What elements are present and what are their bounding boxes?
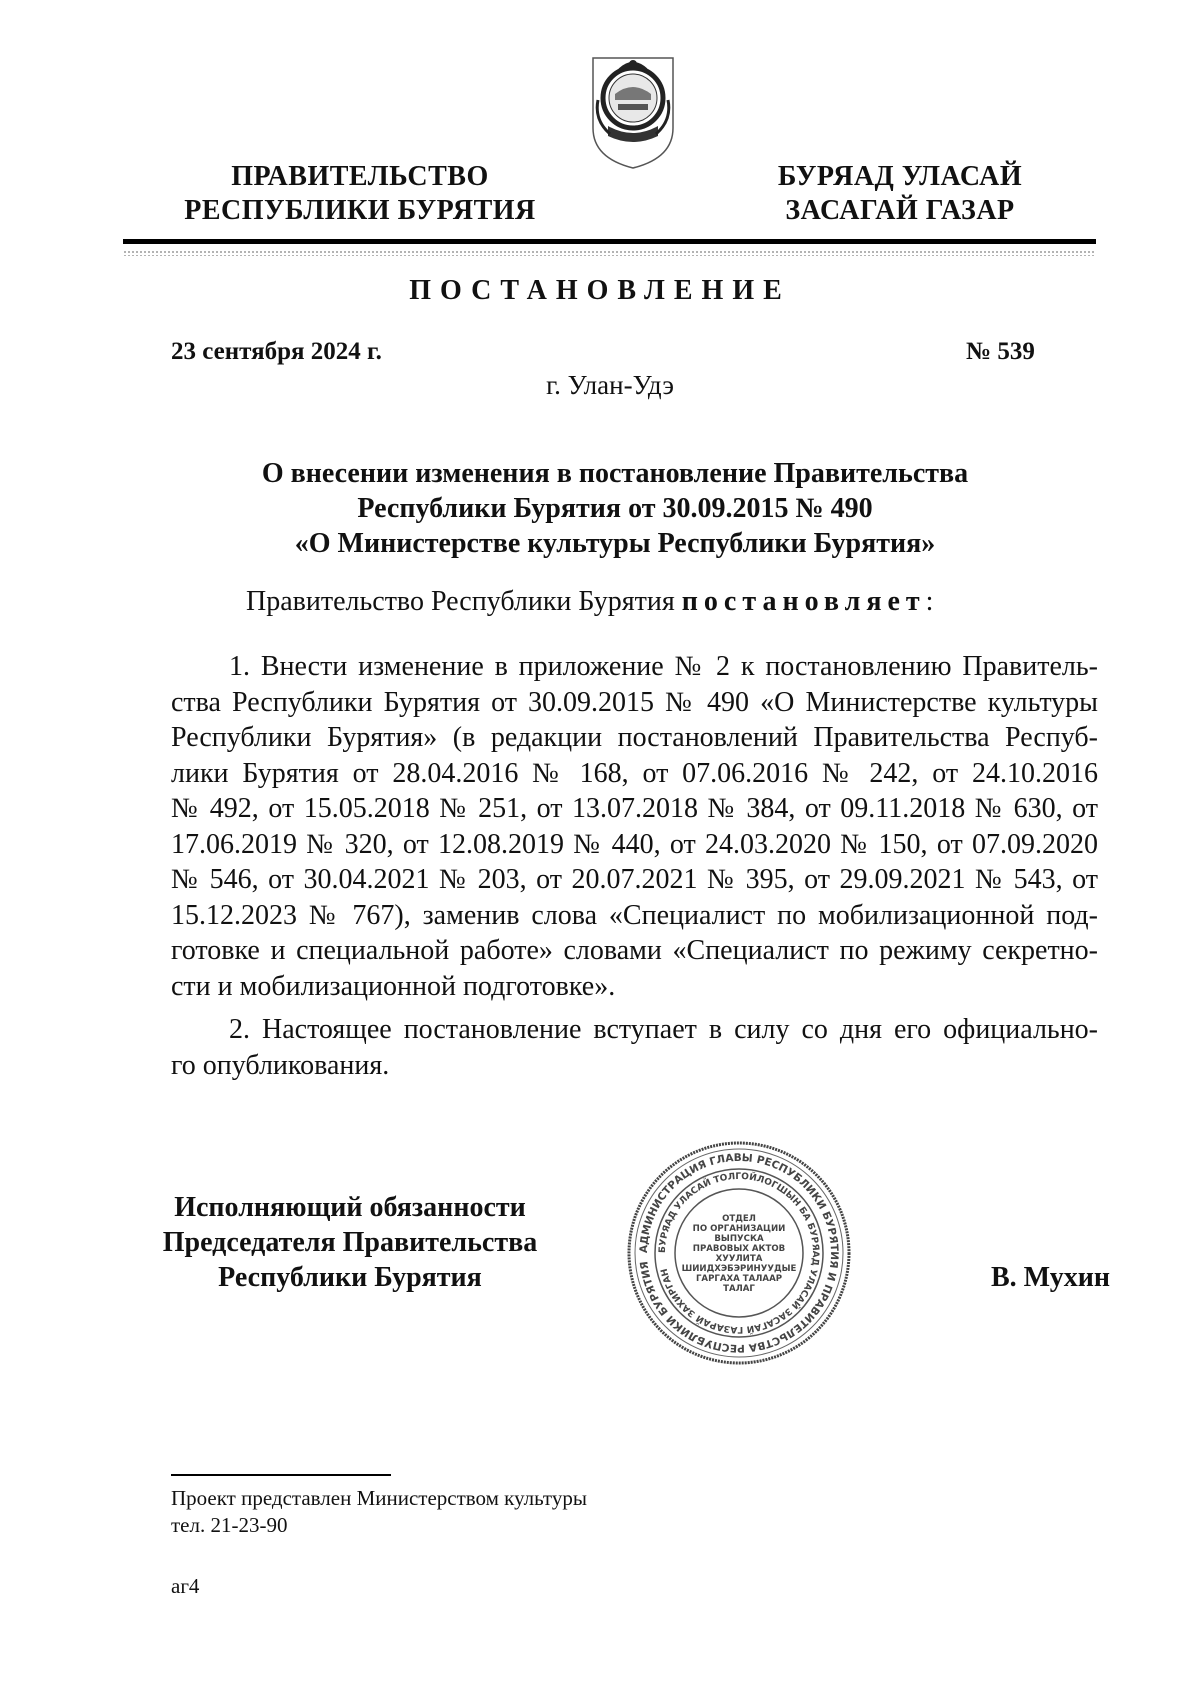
header-right-line1: БУРЯАД УЛАСАЙ xyxy=(777,161,1023,192)
header-right-line2: ЗАСАГАЙ ГАЗАР xyxy=(785,195,1015,226)
position-line2: Председателя Правительства xyxy=(162,1227,538,1258)
stamp-center-line: ШИИДХЭБЭРИНУУДЫЕ xyxy=(681,1264,797,1274)
stamp-seal-icon xyxy=(626,1140,852,1366)
paragraph-1-line: № 546, от 30.04.2021 № 203, от 20.07.2021 № 395, от 29.09.2021 № 543, от xyxy=(171,864,1098,895)
document-type: ПОСТАНОВЛЕНИЕ xyxy=(409,275,791,306)
stamp-center-line: ОТДЕЛ xyxy=(722,1214,756,1224)
stamp-center-line: ГАРГАХА ТАЛААР xyxy=(695,1274,783,1284)
paragraph-1-line: сти и мобилизационной подготовке». xyxy=(171,970,616,1002)
paragraph-1-line: 15.12.2023 № 767), заменив слова «Специалист по мобилизационной под- xyxy=(171,899,1098,931)
paragraph-1-line: ства Республики Бурятия от 30.09.2015 № 490 «О Министерстве культуры xyxy=(171,686,1098,718)
official-stamp xyxy=(626,1140,852,1366)
header-left-line1: ПРАВИТЕЛЬСТВО xyxy=(231,161,489,192)
document-number: № 539 xyxy=(966,338,1035,365)
paragraph-1-line: готовке и специальной работе» словами «Специалист по режиму секретно- xyxy=(171,935,1098,966)
intro-suffix: : xyxy=(925,586,934,617)
document-code: аг4 xyxy=(171,1574,200,1598)
footer-rule xyxy=(171,1474,391,1476)
header-left-line2: РЕСПУБЛИКИ БУРЯТИЯ xyxy=(184,195,536,226)
stamp-center-line: ПО ОРГАНИЗАЦИИ xyxy=(692,1224,786,1234)
coat-of-arms xyxy=(590,50,676,170)
intro-keyword: постановляет xyxy=(681,586,926,617)
coat-of-arms-icon xyxy=(590,50,676,170)
document-title xyxy=(150,456,1080,561)
title-line2: Республики Бурятия от 30.09.2015 № 490 xyxy=(357,493,873,524)
document-city: г. Улан-Удэ xyxy=(546,370,674,400)
stamp-center-line: ВЫПУСКА xyxy=(714,1234,764,1244)
paragraph-1-line: 17.06.2019 № 320, от 12.08.2019 № 440, от 24.03.2020 № 150, от 07.09.2020 xyxy=(171,828,1098,860)
header-right xyxy=(700,160,1100,228)
paragraph-2 xyxy=(171,1012,1098,1083)
document-date: 23 сентября 2024 г. xyxy=(171,338,382,365)
footer-line1: Проект представлен Министерством культуры xyxy=(171,1486,587,1510)
header-dotted-rule xyxy=(123,250,1096,256)
title-line1: О внесении изменения в постановление Правительства xyxy=(261,458,969,489)
stamp-outer-text: АДМИНИСТРАЦИЯ ГЛАВЫ РЕСПУБЛИКИ БУРЯТИЯ И ПРАВИТЕЛЬСТВА РЕСПУБЛИКИ БУРЯТИЯ xyxy=(637,1151,841,1355)
header-rule xyxy=(123,239,1096,244)
paragraph-1-lines xyxy=(171,649,1098,1004)
stamp-center-line: ТАЛАГ xyxy=(723,1284,755,1294)
stamp-inner-text: БУРЯАД УЛАСАЙ ТОЛГОЙЛОГШЫН БА БУРЯАД УЛАСАЙ ЗАСАГАЙ ГАЗАРАЙ ЗАХИРГАН xyxy=(657,1171,821,1335)
signature-name: В. Мухин xyxy=(991,1262,1110,1293)
intro-prefix: Правительство Республики Бурятия xyxy=(246,586,682,617)
paragraph-1-line: 1. Внести изменение в приложение № 2 к постановлению Правитель- xyxy=(229,651,1098,682)
signature-position xyxy=(140,1190,560,1295)
footer-line2: тел. 21-23-90 xyxy=(171,1513,288,1537)
paragraph-2-line: 2. Настоящее постановление вступает в силу со дня его официально- xyxy=(229,1014,1098,1045)
paragraph-2-line: го опубликования. xyxy=(171,1049,390,1081)
paragraph-2-lines xyxy=(171,1012,1098,1083)
paragraph-1-line: лики Бурятия от 28.04.2016 № 168, от 07.06.2016 № 242, от 24.10.2016 xyxy=(171,757,1098,789)
stamp-center-line: ПРАВОВЫХ АКТОВ xyxy=(692,1244,786,1254)
position-line1: Исполняющий обязанности xyxy=(174,1192,526,1223)
title-line3: «О Министерстве культуры Республики Бурятия» xyxy=(294,528,936,559)
paragraph-1 xyxy=(171,649,1098,1004)
paragraph-1-line: № 492, от 15.05.2018 № 251, от 13.07.2018 № 384, от 09.11.2018 № 630, от xyxy=(171,793,1098,824)
position-line3: Республики Бурятия xyxy=(218,1262,482,1293)
footer-note xyxy=(171,1485,771,1539)
intro-paragraph xyxy=(246,584,1146,620)
stamp-center-line: ХУУЛИТА xyxy=(715,1254,763,1264)
paragraph-1-line: Республики Бурятия» (в редакции постановлений Правительства Респуб- xyxy=(171,722,1098,753)
header-left xyxy=(130,160,590,228)
